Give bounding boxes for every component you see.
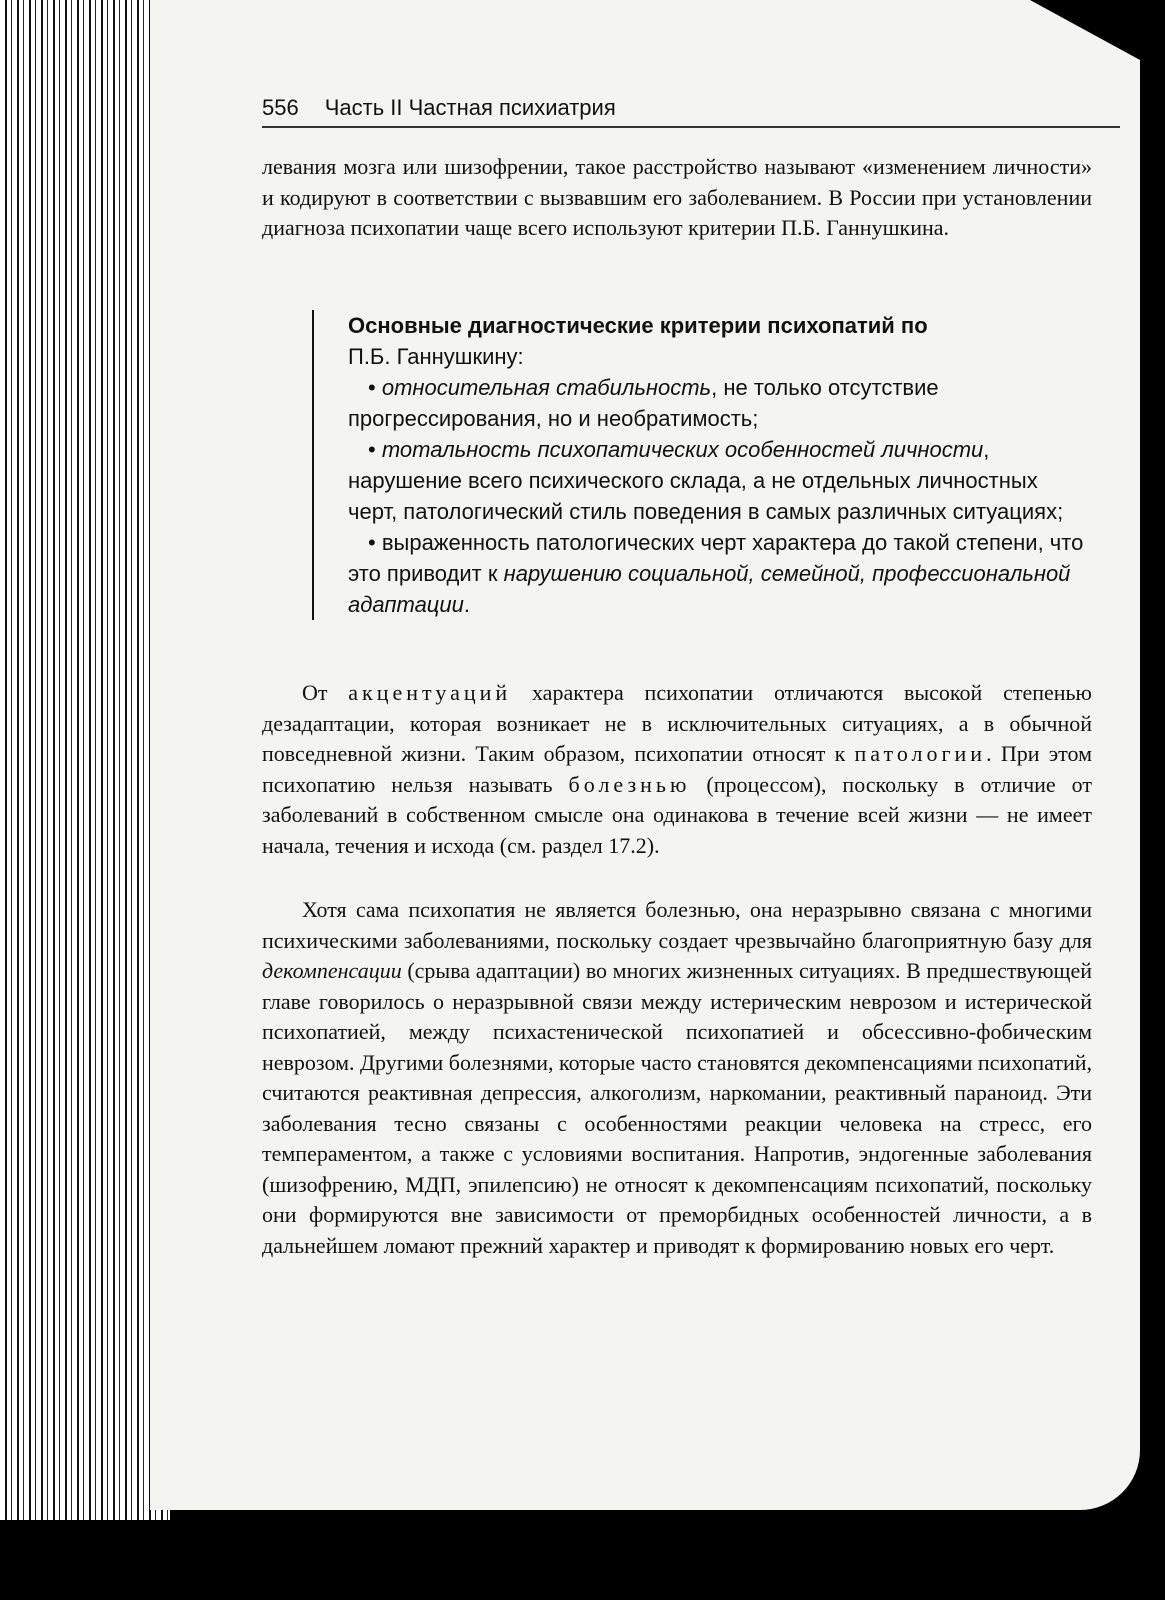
criteria-title: Основные диагностические критерии психопатий по bbox=[348, 313, 928, 338]
criteria-item: • относительная стабильность, не только отсутствие прогрессирования, но и необратимость; bbox=[348, 372, 1088, 434]
paragraph-decompensation: Хотя сама психопатия не является болезнью, она неразрывно связана с многими психическими заболеваниями, поскольку создает чрезвычайно благоприятную базу для декомпенсации (срыва адаптации) во многих жизненных ситуациях. В предшествующей главе говорилось о неразрывной связи между истерическим неврозом и истерической психопатией, между психастенической психопатией и обсессивно-фобическим неврозом. Другими болезнями, которые часто становятся декомпенсациями психопатий, считаются реактивная депрессия, алкоголизм, наркомании, реактивный параноид. Эти заболевания тесно связаны с особенностями реакции человека на стресс, его темпераментом, а также с условиями воспитания. Напротив, эндогенные заболевания (шизофрению, МДП, эпилепсию) не относят к декомпенсациям психопатий, поскольку они формируются вне зависимости от преморбидных особенностей личности, а в дальнейшем ломают прежний характер и приводят к формированию новых его черт. bbox=[262, 897, 1092, 1258]
page-number: 556 bbox=[262, 95, 299, 120]
criteria-box bbox=[312, 310, 1088, 620]
criteria-item: • выраженность патологических черт характера до такой степени, что это приводит к нарушению социальной, семейной, профессиональной адаптации. bbox=[348, 527, 1088, 620]
header-rule bbox=[262, 126, 1120, 128]
running-title: Часть II Частная психиатрия bbox=[324, 95, 616, 120]
running-header bbox=[262, 95, 1092, 121]
criteria-title-continuation: П.Б. Ганнушкину: bbox=[348, 344, 524, 369]
book-page-edges bbox=[0, 0, 170, 1520]
paragraph-accentuation: От акцентуаций характера психопатии отличаются высокой степенью дезадаптации, которая возникает не в исключительных ситуациях, а в обычной повседневной жизни. Таким образом, психопатии относят к патологии. При этом психопатию нельзя называть болезнью (процессом), поскольку в отличие от заболеваний в собственном смысле она одинакова в течение всей жизни — не имеет начала, течения и исхода (см. раздел 17.2). bbox=[262, 680, 1092, 858]
intro-paragraph: левания мозга или шизофрении, такое расстройство называют «изменением личности» и кодируют в соответствии с вызвавшим его заболеванием. В России при установлении диагноза психопатии чаще всего используют критерии П.Б. Ганнушкина. bbox=[262, 154, 1092, 240]
criteria-list bbox=[348, 372, 1088, 620]
page-corner-shadow bbox=[1030, 0, 1140, 60]
criteria-item: • тотальность психопатических особенностей личности, нарушение всего психического склада, а не отдельных личностных черт, патологический стиль поведения в самых различных ситуациях; bbox=[348, 434, 1088, 527]
